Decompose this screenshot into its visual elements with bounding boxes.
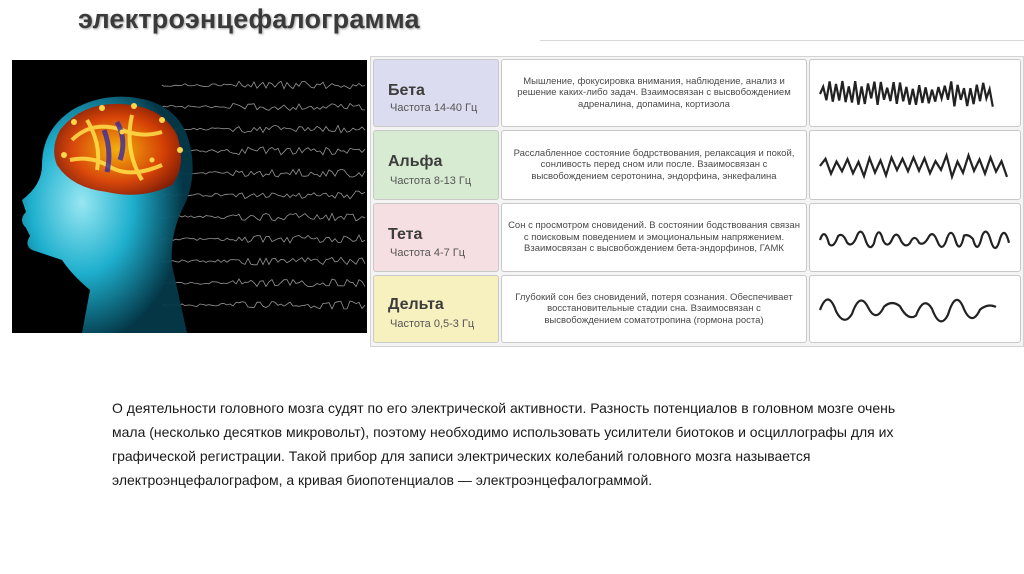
delta-wave-graphic bbox=[810, 276, 1022, 344]
band-name: Бета bbox=[388, 82, 425, 99]
band-frequency: Частота 0,5-3 Гц bbox=[390, 318, 475, 330]
brain-waves-table bbox=[370, 56, 1024, 347]
band-name: Альфа bbox=[388, 153, 443, 170]
band-description-cell bbox=[501, 59, 807, 127]
band-name: Дельта bbox=[388, 296, 444, 313]
band-row-delta bbox=[373, 275, 1021, 343]
band-name-cell bbox=[373, 275, 499, 343]
band-name-cell bbox=[373, 59, 499, 127]
band-wave-cell bbox=[809, 203, 1021, 272]
band-description-cell bbox=[501, 130, 807, 200]
brain-eeg-illustration bbox=[12, 60, 367, 333]
band-description: Расслабленное состояние бодрствования, релаксация и покой, сонливость перед сном или после. Взаимосвязан с высвобождением серотонина, эндорфина, энкефалина bbox=[513, 147, 795, 182]
band-row-theta bbox=[373, 203, 1021, 272]
band-name: Тета bbox=[388, 226, 423, 243]
title-divider bbox=[540, 40, 1024, 41]
beta-wave-graphic bbox=[810, 60, 1022, 128]
band-frequency: Частота 4-7 Гц bbox=[390, 247, 466, 259]
band-row-beta bbox=[373, 59, 1021, 127]
alpha-wave-graphic bbox=[810, 131, 1022, 201]
band-description: Сон с просмотром сновидений. В состоянии бодствования связан с поисковым поведением и эмоциональным напряжением. Взаимосвязан с высвобождением бета-эндорфинов, ГАМК bbox=[508, 220, 800, 255]
band-description-cell bbox=[501, 275, 807, 343]
band-frequency: Частота 8-13 Гц bbox=[390, 175, 472, 187]
band-name-cell bbox=[373, 130, 499, 200]
band-wave-cell bbox=[809, 59, 1021, 127]
band-description: Глубокий сон без сновидений, потеря сознания. Обеспечивает восстановительные стадии сна. Взаимосвязан с высвобождением соматотропина (гормона роста) bbox=[515, 291, 793, 326]
band-description-cell bbox=[501, 203, 807, 272]
band-frequency: Частота 14-40 Гц bbox=[390, 102, 478, 114]
band-description: Мышление, фокусировка внимания, наблюдение, анализ и решение каких-либо задач. Взаимосвязан с высвобождением адреналина, допамина, кортизола bbox=[517, 75, 791, 110]
band-wave-cell bbox=[809, 275, 1021, 343]
page-title: электроэнцефалограмма bbox=[78, 4, 420, 34]
description-paragraph: О деятельности головного мозга судят по его электрической активности. Разность потенциалов в головном мозге очень мала (несколько десятков микровольт), поэтому необходимо использовать усилители биотоков и осциллографы для их графической регистрации. Такой прибор для записи электрических колебаний головного мозга называется электроэнцефалографом, а кривая биопотенциалов — электроэнцефалограммой. bbox=[112, 400, 896, 488]
theta-wave-graphic bbox=[810, 204, 1022, 273]
band-name-cell bbox=[373, 203, 499, 272]
band-wave-cell bbox=[809, 130, 1021, 200]
band-row-alpha bbox=[373, 130, 1021, 200]
